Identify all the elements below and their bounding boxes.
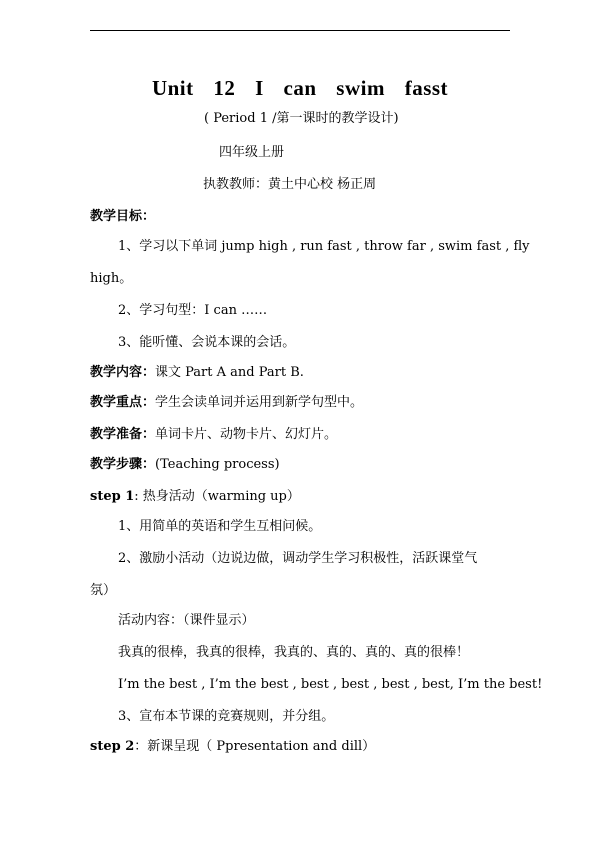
step1-item-3: 3、宣布本节课的竞赛规则，并分组。 [118, 709, 335, 724]
objectives-heading: 教学目标： [90, 209, 156, 224]
content-line [90, 364, 304, 382]
content-label: 教学内容： [90, 365, 156, 380]
steps-label: 教学步骤： [90, 457, 156, 472]
focus-text: 学生会读单词并运用到新学句型中。 [155, 395, 364, 410]
content-text: 课文 Part A and Part B. [155, 365, 304, 380]
grade-label: 四年级上册 [219, 145, 285, 160]
step1-text: : 热身活动（warming up） [134, 489, 300, 504]
header-rule [90, 30, 510, 31]
objective-1-cont: high。 [90, 271, 133, 286]
page-title: Unit 12 I can swim fasst [151, 76, 449, 100]
chant-english: I’m the best , I’m the best , best , best , best , best, I’m the best! [118, 677, 543, 692]
step1-item-1: 1、用简单的英语和学生互相问候。 [118, 519, 322, 534]
step1-line [90, 488, 300, 506]
subtitle: ( Period 1 /第一课时的教学设计) [204, 111, 399, 126]
focus-label: 教学重点： [90, 395, 156, 410]
steps-line [90, 456, 280, 474]
step2-label: step 2 [90, 739, 135, 754]
prep-line [90, 426, 337, 444]
step1-item-2-cont: 氛） [90, 583, 117, 598]
steps-text: (Teaching process) [155, 457, 280, 472]
objective-2: 2、学习句型：I can …… [118, 303, 268, 318]
objective-3: 3、能听懂、会说本课的会话。 [118, 335, 296, 350]
prep-text: 单词卡片、动物卡片、幻灯片。 [155, 427, 338, 442]
activity-label: 活动内容：（课件显示） [118, 613, 255, 628]
prep-label: 教学准备： [90, 427, 156, 442]
step1-item-2: 2、激励小活动（边说边做，调动学生学习积极性，活跃课堂气 [118, 551, 478, 566]
teacher-label: 执教教师：黄土中心校 杨正周 [203, 177, 377, 192]
chant-chinese: 我真的很棒，我真的很棒，我真的、真的、真的、真的很棒！ [118, 645, 470, 660]
step2-line [90, 738, 375, 756]
objective-1: 1、学习以下单词 jump high , run fast , throw far , swim fast , fly [118, 239, 530, 254]
focus-line [90, 394, 363, 412]
step1-label: step 1 [90, 489, 135, 504]
step2-text: ：新课呈现（ Ppresentation and dill） [134, 739, 376, 754]
